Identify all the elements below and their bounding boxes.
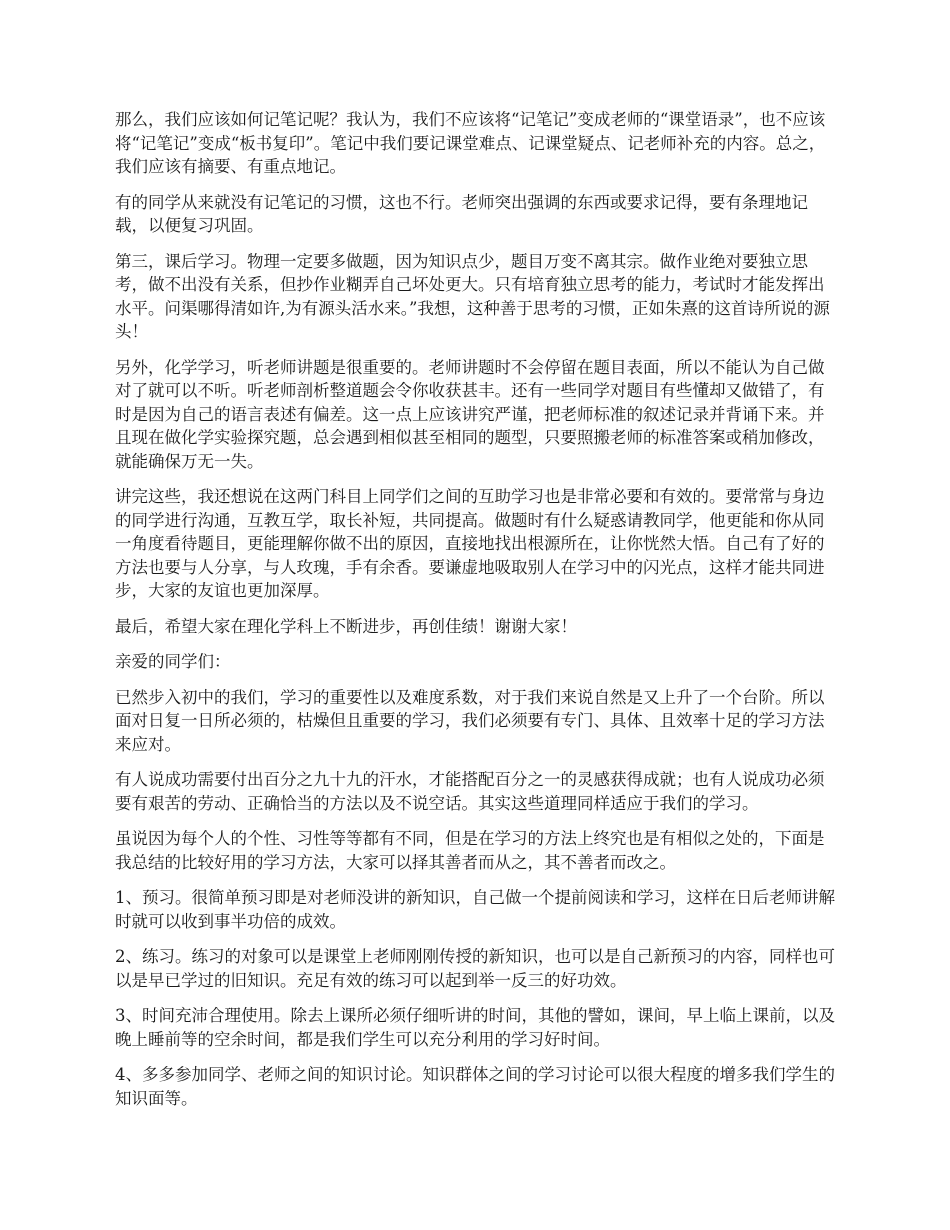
paragraph-note-habit: 有的同学从来就没有记笔记的习惯，这也不行。老师突出强调的东西或要求记得，要有条理地记载，以便复习巩固。	[115, 192, 808, 235]
list-item-time-usage: 3、时间充沛合理使用。除去上课所必须仔细听讲的时间，其他的譬如，课间，早上临上课前，以及晚上睡前等的空余时间，都是我们学生可以充分利用的学习好时间。	[115, 1006, 835, 1049]
list-item-practice: 2、练习。练习的对象可以是课堂上老师刚刚传授的新知识，也可以是自己新预习的内容，同样也可以是早已学过的旧知识。充足有效的练习可以起到举一反三的好功效。	[115, 947, 835, 990]
paragraph-chemistry-study: 另外，化学学习，听老师讲题是很重要的。老师讲题时不会停留在题目表面，所以不能认为自己做对了就可以不听。听老师剖析整道题会令你收获甚丰。还有一些同学对题目有些懂却又做错了，有时是因为自己的语言表述有偏差。这一点上应该讲究严谨，把老师标准的叙述记录并背诵下来。并且现在做化学实验探究题，总会遇到相似甚至相同的题型，只要照搬老师的标准答案或稍加修改，就能确保万无一失。	[115, 357, 825, 471]
paragraph-success-quote: 有人说成功需要付出百分之九十九的汗水，才能搭配百分之一的灵感获得成就；也有人说成功必须要有艰苦的劳动、正确恰当的方法以及不说空话。其实这些道理同样适应于我们的学习。	[115, 770, 825, 813]
paragraph-after-class-study: 第三，课后学习。物理一定要多做题，因为知识点少，题目万变不离其宗。做作业绝对要独立思考，做不出没有关系，但抄作业糊弄自己坏处更大。只有培育独立思考的能力，考试时才能发挥出水平。问渠哪得清如许,为有源头活水来。”我想，这种善于思考的习惯，正如朱熹的这首诗所说的源头！	[115, 251, 830, 341]
paragraph-salutation: 亲爱的同学们：	[115, 652, 231, 671]
paragraph-methods-intro: 虽说因为每个人的个性、习性等等都有不同，但是在学习的方法上终究也是有相似之处的，下面是我总结的比较好用的学习方法，大家可以择其善者而从之，其不善者而改之。	[115, 829, 825, 872]
paragraph-junior-high-intro: 已然步入初中的我们，学习的重要性以及难度系数，对于我们来说自然是又上升了一个台阶。所以面对日复一日所必须的，枯燥但且重要的学习，我们必须要有专门、具体、且效率十足的学习方法来应对。	[115, 687, 825, 754]
paragraph-note-taking-method: 那么，我们应该如何记笔记呢？我认为，我们不应该将“记笔记”变成老师的“课堂语录”，也不应该将“记笔记”变成“板书复印”。笔记中我们要记课堂难点、记课堂疑点、记老师补充的内容。总之，我们应该有摘要、有重点地记。	[115, 110, 826, 176]
list-item-discussion: 4、多多参加同学、老师之间的知识讨论。知识群体之间的学习讨论可以很大程度的增多我们学生的知识面等。	[115, 1065, 835, 1108]
paragraph-mutual-help: 讲完这些，我还想说在这两门科目上同学们之间的互助学习也是非常必要和有效的。要常常与身边的同学进行沟通，互教互学，取长补短，共同提高。做题时有什么疑惑请教同学，他更能和你从同一角度看待题目，更能理解你做不出的原因，直接地找出根源所在，让你恍然大悟。自己有了好的方法也要与人分享，与人玫瑰，手有余香。要谦虚地吸取别人在学习中的闪光点，这样才能共同进步，大家的友谊也更加深厚。	[115, 487, 825, 600]
list-item-preview: 1、预习。很简单预习即是对老师没讲的新知识，自己做一个提前阅读和学习，这样在日后老师讲解时就可以收到事半功倍的成效。	[115, 888, 835, 931]
paragraph-closing: 最后，希望大家在理化学科上不断进步，再创佳绩！谢谢大家！	[115, 616, 577, 636]
document-page	[115, 108, 840, 1122]
